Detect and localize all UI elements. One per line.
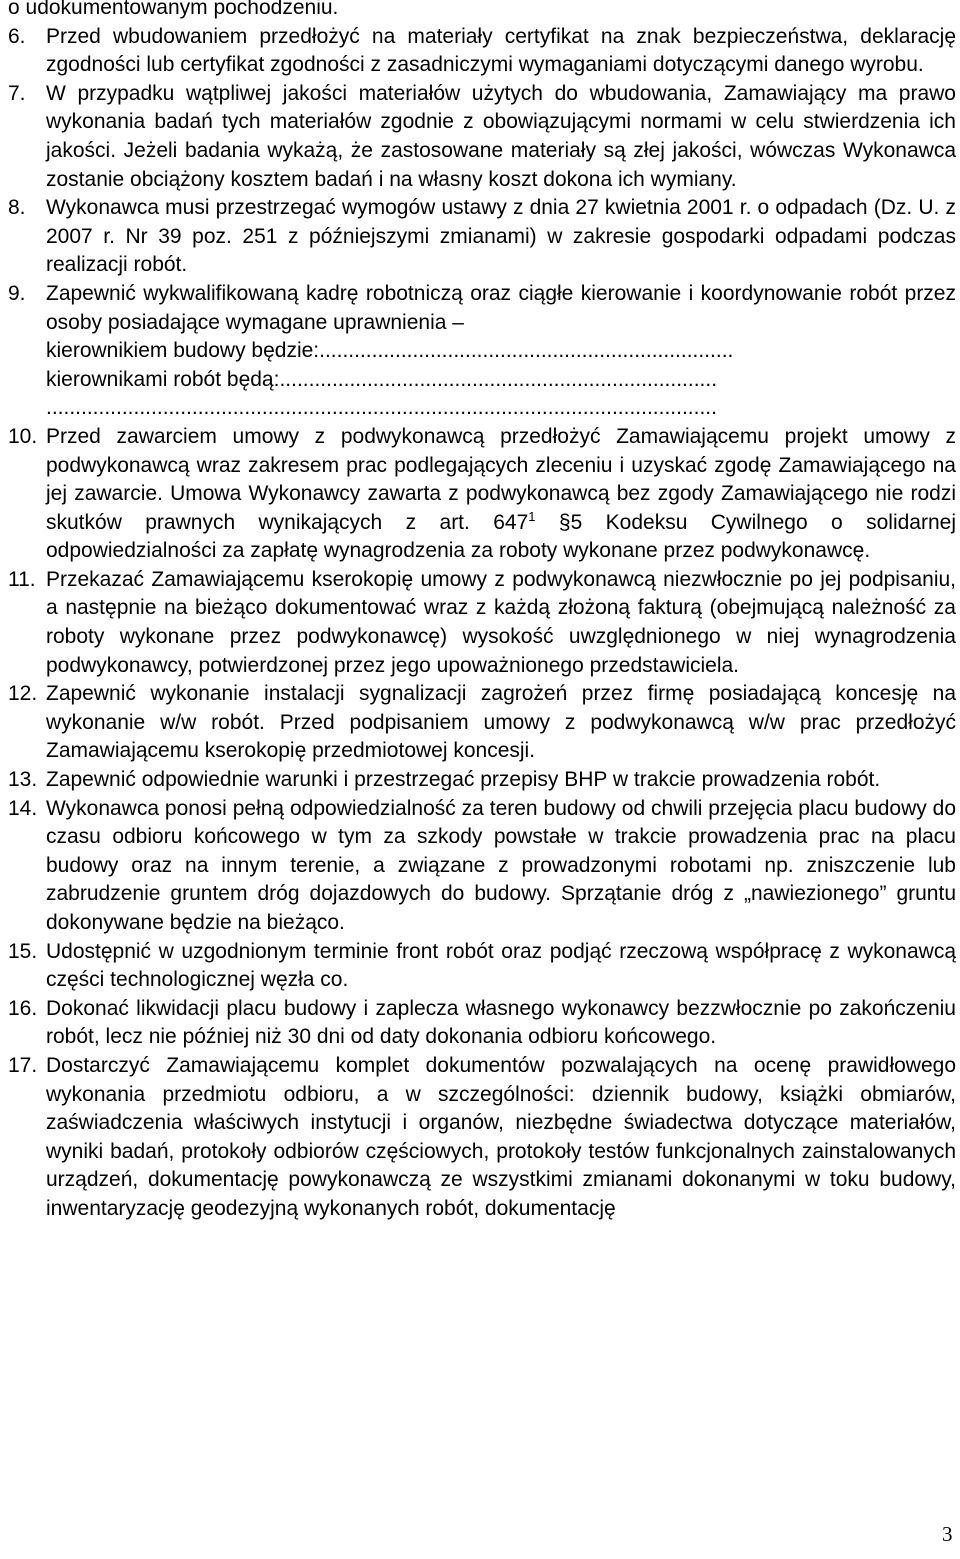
item-number: 16. — [8, 996, 38, 1020]
item-text: Wykonawca musi przestrzegać wymogów ustawy z dnia 27 kwietnia 2001 r. o odpadach (Dz. U. z 2007 r. Nr 39 poz. 251 z późniejszymi zmianami) w zakresie gospodarki odpadami podczas realizacji robót. — [46, 196, 956, 277]
list-item — [8, 995, 956, 1052]
list-item — [8, 1052, 956, 1224]
item-text: Wykonawca ponosi pełną odpowiedzialność za teren budowy od chwili przejęcia placu budowy do czasu odbioru końcowego w tym za szkody powstałe w trakcie prowadzenia prac na placu budowy oraz na innym terenie, a związane z prowadzonymi robotami np. zniszczenie lub zabrudzenie gruntem dróg dojazdowych do budowy. Sprzątanie dróg z „nawiezionego” gruntu dokonywane będzie na bieżąco. — [46, 796, 956, 934]
site-manager-line: kierownikiem budowy będzie:....................................................................... — [46, 339, 734, 363]
item-text: Przed zawarciem umowy z podwykonawcą przedłożyć Zamawiającemu projekt umowy z podwykonawcą wraz zakresem prac podlegających zleceniu i uzyskać zgodę Zamawiającego na jej zawarcie. Umowa Wykonawcy zawarta z podwykonawcą bez zgody Zamawiającego nie rodzi skutków prawnych wynikających z art. 647 — [46, 424, 956, 534]
list-item — [8, 938, 956, 995]
list-item — [8, 423, 956, 566]
superscript: 1 — [528, 508, 536, 524]
item-text: Dokonać likwidacji placu budowy i zaplecza własnego wykonawcy bezzwłocznie po zakończeniu robót, lecz nie później niż 30 dni od daty dokonania odbioru końcowego. — [46, 996, 956, 1049]
works-managers-line: kierownikami robót będą:........................................................................... — [46, 367, 718, 391]
item-number: 15. — [8, 939, 38, 963]
list-item — [8, 23, 956, 80]
list-item — [8, 80, 956, 194]
item-number: 8. — [8, 196, 26, 220]
item-number: 12. — [8, 682, 38, 706]
item-text: Zapewnić wykwalifikowaną kadrę robotniczą oraz ciągłe kierowanie i koordynowanie robót przez osoby posiadające wymagane uprawnienia – — [46, 281, 956, 334]
item-text: Przed wbudowaniem przedłożyć na materiały certyfikat na znak bezpieczeństwa, deklarację zgodności lub certyfikat zgodności z zasadniczymi wymaganiami dotyczącymi danego wyrobu. — [46, 24, 956, 77]
item-text: Dostarczyć Zamawiającemu komplet dokumentów pozwalających na ocenę prawidłowego wykonania przedmiotu odbioru, a w szczególności: dziennik budowy, książki obmiarów, zaświadczenia właściwych instytucji i organów, niezbędne świadectwa dotyczące materiałów, wyniki badań, protokoły odbiorów częściowych, protokoły testów funkcjonalnych zainstalowanych urządzeń, dokumentację powykonawczą ze wszystkimi zmianami dokonanymi w toku budowy, inwentaryzację geodezyjną wykonanych robót, dokumentację — [46, 1053, 956, 1220]
item-number: 7. — [8, 81, 26, 105]
dotted-fill-line: ................................................................................................................... — [46, 396, 717, 420]
item-text-block — [46, 280, 956, 423]
numbered-list — [8, 23, 956, 1224]
list-item — [8, 566, 956, 680]
item-text: §5 Kodeksu Cywilnego o solidarnej odpowiedzialności za zapłatę wynagrodzenia za roboty wykonane przez podwykonawcę. — [46, 510, 956, 563]
item-text: W przypadku wątpliwej jakości materiałów użytych do wbudowania, Zamawiający ma prawo wykonania badań tych materiałów zgodnie z obowiązującymi normami w celu stwierdzenia ich jakości. Jeżeli badania wykażą, że zastosowane materiały są złej jakości, wówczas Wykonawca zostanie obciążony kosztem badań i na własny koszt dokona ich wymiany. — [46, 81, 956, 191]
item-number: 14. — [8, 796, 38, 820]
list-item — [8, 766, 956, 795]
page-number: 3 — [942, 1522, 953, 1546]
item-number: 6. — [8, 24, 26, 48]
list-item — [8, 280, 956, 423]
item-number: 9. — [8, 281, 26, 305]
list-item — [8, 795, 956, 938]
item-number: 17. — [8, 1053, 38, 1077]
item-number: 10. — [8, 424, 38, 448]
item-text: Przekazać Zamawiającemu kserokopię umowy z podwykonawcą niezwłocznie po jej podpisaniu, a następnie na bieżąco dokumentować wraz z każdą złożoną fakturą (obejmującą należność za roboty wykonane przez podwykonawcę) wysokość uwzględnionego w niej wynagrodzenia podwykonawcy, potwierdzonej przez jego upoważnionego przedstawiciela. — [46, 567, 956, 677]
item-text: Zapewnić wykonanie instalacji sygnalizacji zagrożeń przez firmę posiadającą koncesję na wykonanie w/w robót. Przed podpisaniem umowy z podwykonawcą w/w prac przedłożyć Zamawiającemu kserokopię przedmiotowej koncesji. — [46, 682, 956, 763]
item-number: 13. — [8, 768, 38, 792]
item-number: 11. — [8, 567, 36, 591]
item-text-block — [46, 423, 956, 566]
continuation-text: o udokumentowanym pochodzeniu. — [8, 0, 339, 19]
item-text: Zapewnić odpowiednie warunki i przestrzegać przepisy BHP w trakcie prowadzenia robót. — [46, 768, 881, 792]
item-text: Udostępnić w uzgodnionym terminie front robót oraz podjąć rzeczową współpracę z wykonawcą części technologicznej węzła co. — [46, 939, 956, 992]
list-item — [8, 194, 956, 280]
list-item — [8, 680, 956, 766]
